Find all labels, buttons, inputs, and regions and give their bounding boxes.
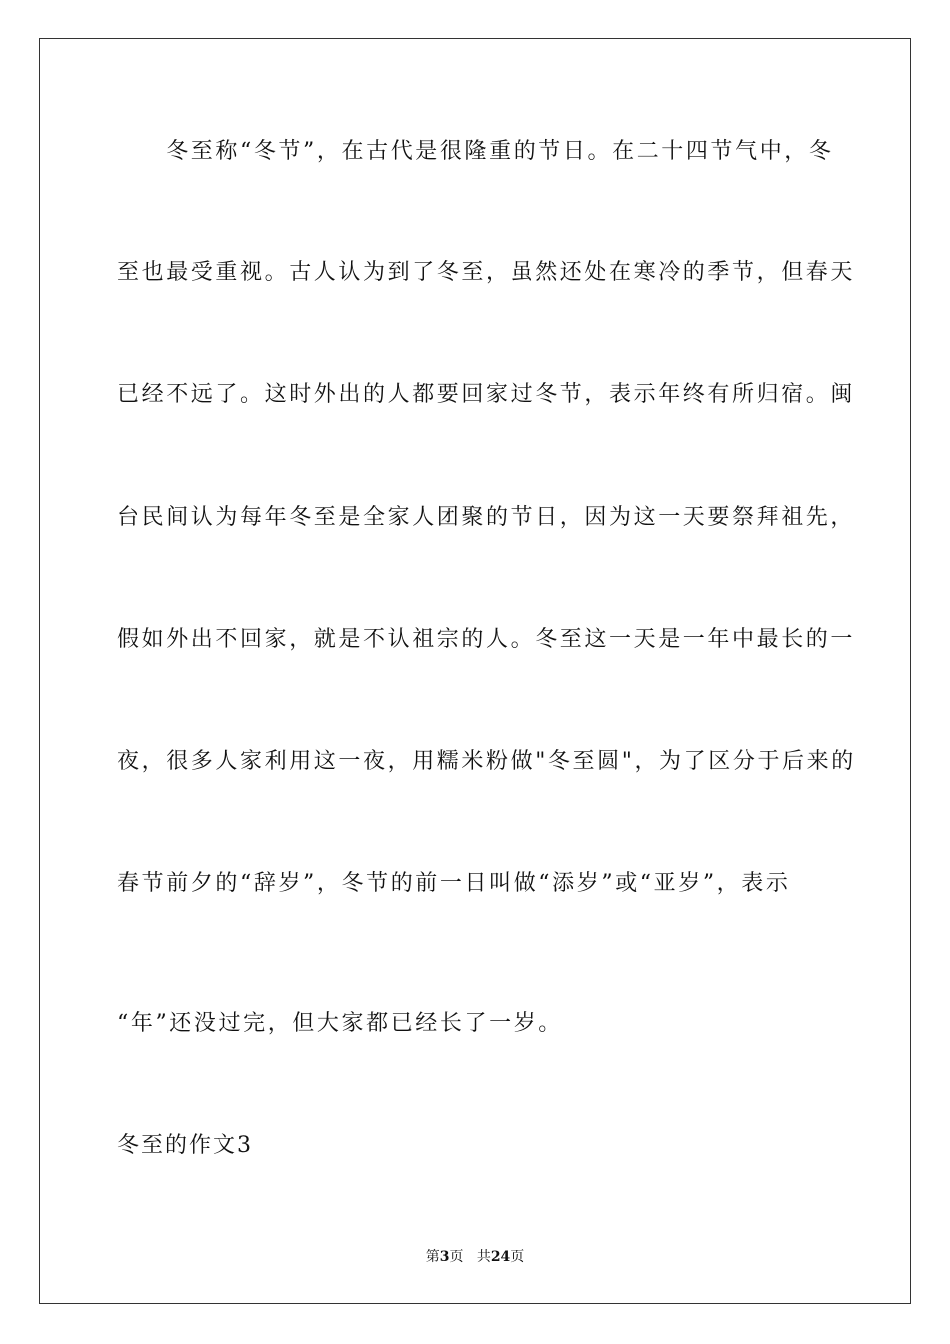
paragraph-line-6: 夜，很多人家利用这一夜，用糯米粉做"冬至圆"，为了区分于后来的: [117, 749, 856, 774]
footer-total-pages: 24: [490, 1249, 511, 1265]
footer-total-prefix: 共: [476, 1249, 491, 1265]
paragraph-line-1: 冬至称“冬节”，在古代是很隆重的节日。在二十四节气中，冬: [117, 139, 834, 164]
footer-page-prefix: 第: [425, 1249, 440, 1265]
paragraph-line-3: 已经不远了。这时外出的人都要回家过冬节，表示年终有所归宿。闽: [117, 382, 856, 407]
footer-page-suffix: 页: [449, 1249, 464, 1265]
paragraph-line-2: 至也最受重视。古人认为到了冬至，虽然还处在寒冷的季节，但春天: [117, 260, 856, 285]
page-footer: [0, 1248, 950, 1266]
paragraph-line-7: 春节前夕的“辞岁”，冬节的前一日叫做“添岁”或“亚岁”，表示: [117, 871, 791, 896]
footer-page-number: 3: [439, 1249, 450, 1265]
footer-total-suffix: 页: [510, 1249, 525, 1265]
paragraph-line-8: “年”还没过完，但大家都已经长了一岁。: [117, 1011, 563, 1036]
page-border: [39, 38, 911, 1304]
paragraph-line-4: 台民间认为每年冬至是全家人团聚的节日，因为这一天要祭拜祖先，: [117, 505, 856, 530]
paragraph-line-5: 假如外出不回家，就是不认祖宗的人。冬至这一天是一年中最长的一: [117, 627, 856, 652]
section-heading: 冬至的作文3: [117, 1133, 253, 1158]
